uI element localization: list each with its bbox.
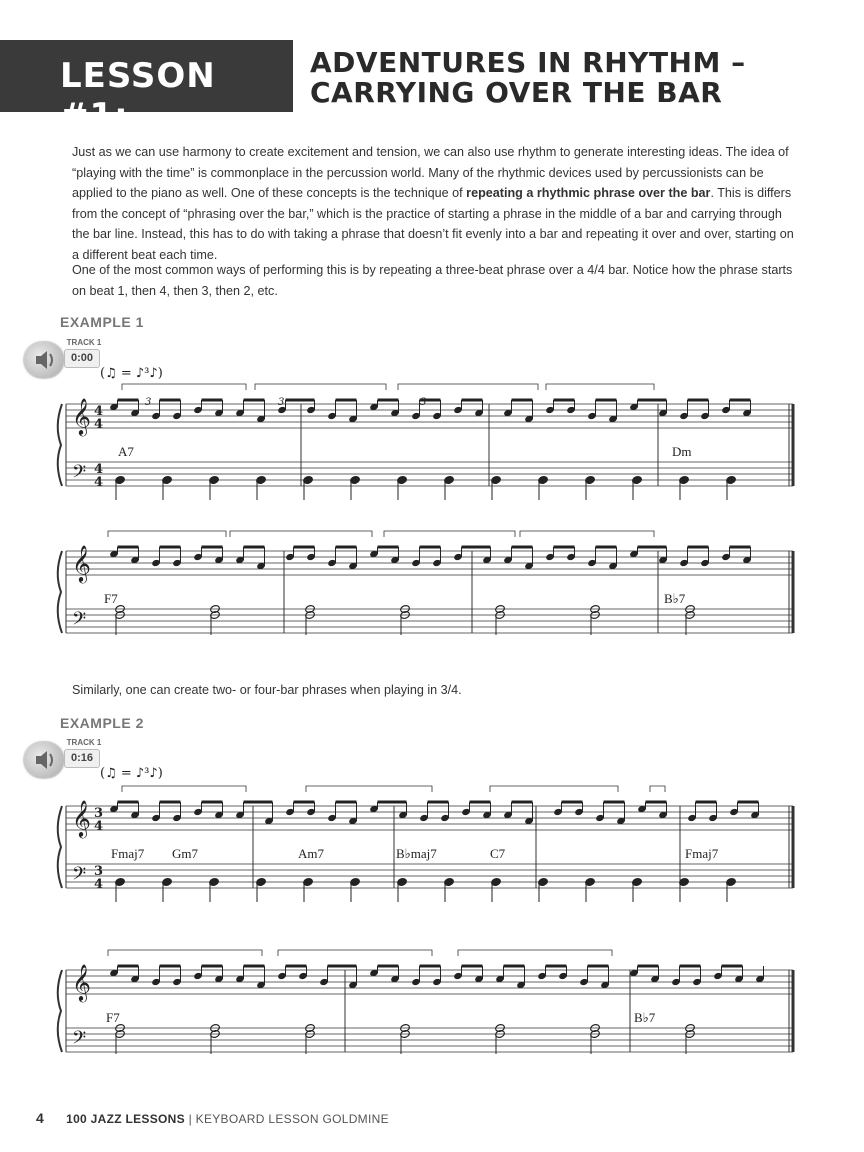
chord-symbol: Gm7 bbox=[172, 846, 198, 861]
phrase-bracket bbox=[490, 786, 618, 792]
example-1-label: EXAMPLE 1 bbox=[60, 314, 144, 330]
chord-symbol: Fmaj7 bbox=[111, 846, 145, 861]
phrase-bracket bbox=[458, 950, 612, 956]
chord-symbol: Fmaj7 bbox=[685, 846, 719, 861]
phrase-bracket bbox=[398, 384, 538, 390]
track-name: TRACK 1 bbox=[66, 338, 102, 347]
chord-symbol: F7 bbox=[106, 1010, 120, 1025]
three-four-paragraph: Similarly, one can create two- or four-bar phrases when playing in 3/4. bbox=[72, 683, 462, 697]
lesson-title-line1: ADVENTURES IN RHYTHM – bbox=[310, 46, 746, 79]
triplet-number: 3 bbox=[420, 397, 427, 408]
intro-text-a: Just as we can use harmony to create excitement and tension, we can also use rhythm to generate interesting ideas. The idea of “playing with the time” is commonplace in the percussion world. Many of the rhythmic devices used by percussionists can be applied to the piano as well. One of these concepts is the technique of bbox=[72, 145, 789, 200]
intro-text-b: . This is differs from the concept of “phrasing over the bar,” which is the practice of starting a phrase in the middle of a bar and carrying through the bar line. Instead, this has to do with taking a phrase that doesn’t fit evenly into a bar and repeating it over and over, starting on a different beat each time. bbox=[72, 186, 794, 262]
bass-clef: 𝄢 bbox=[72, 462, 87, 487]
bass-clef: 𝄢 bbox=[72, 1028, 87, 1053]
treble-clef: 𝄞 bbox=[72, 799, 91, 837]
chord-symbol: A7 bbox=[118, 444, 134, 459]
lesson-label: LESSON #1: bbox=[60, 56, 216, 136]
phrase-bracket bbox=[650, 786, 665, 792]
phrase-bracket bbox=[122, 786, 246, 792]
phrase-bracket bbox=[122, 384, 246, 390]
time-signature-bottom: 4 bbox=[94, 475, 104, 490]
brace bbox=[58, 806, 62, 888]
time-signature-bottom: 4 bbox=[94, 417, 104, 432]
chord-symbol: B♭maj7 bbox=[396, 846, 437, 861]
time-signature-top: 3 bbox=[94, 864, 104, 879]
series-name: KEYBOARD LESSON GOLDMINE bbox=[195, 1112, 389, 1126]
phrase-bracket bbox=[278, 950, 432, 956]
time-signature-top: 3 bbox=[94, 806, 104, 821]
time-signature-top: 4 bbox=[94, 404, 104, 419]
brace bbox=[58, 970, 62, 1052]
phrase-bracket bbox=[384, 531, 515, 537]
chord-symbol: F7 bbox=[104, 591, 118, 606]
treble-clef: 𝄞 bbox=[72, 544, 91, 582]
swing-marking: (♫ = ♪³♪) bbox=[100, 766, 163, 781]
example-2-label: EXAMPLE 2 bbox=[60, 715, 144, 731]
page-number: 4 bbox=[36, 1110, 45, 1126]
lesson-title-line2: CARRYING OVER THE BAR bbox=[310, 76, 723, 109]
track-time: 0:00 bbox=[64, 349, 100, 368]
intro-text-bold: repeating a rhythmic phrase over the bar bbox=[466, 186, 711, 200]
chord-symbol: B♭7 bbox=[634, 1010, 656, 1025]
phrase-bracket bbox=[306, 786, 432, 792]
time-signature-top: 4 bbox=[94, 462, 104, 477]
footer-separator: | bbox=[188, 1112, 192, 1126]
phrase-bracket bbox=[546, 384, 654, 390]
bass-clef: 𝄢 bbox=[72, 609, 87, 634]
chord-symbol: C7 bbox=[490, 846, 506, 861]
chord-symbol: Dm bbox=[672, 444, 692, 459]
phrase-bracket bbox=[520, 531, 654, 537]
three-beat-paragraph: One of the most common ways of performing this is by repeating a three-beat phrase over a 4/4 bar. Notice how the phrase starts on beat 1, then 4, then 3, then 2, etc. bbox=[72, 263, 793, 298]
brace bbox=[58, 551, 62, 633]
track-time: 0:16 bbox=[64, 749, 100, 768]
phrase-bracket bbox=[108, 950, 262, 956]
chord-symbol: B♭7 bbox=[664, 591, 686, 606]
treble-clef: 𝄞 bbox=[72, 397, 91, 435]
triplet-number: 3 bbox=[145, 397, 152, 408]
phrase-bracket bbox=[108, 531, 226, 537]
brace bbox=[58, 404, 62, 486]
phrase-bracket bbox=[230, 531, 372, 537]
track-name: TRACK 1 bbox=[66, 738, 102, 747]
time-signature-bottom: 4 bbox=[94, 819, 104, 834]
swing-marking: (♫ = ♪³♪) bbox=[100, 366, 163, 381]
treble-clef: 𝄞 bbox=[72, 963, 91, 1001]
bass-clef: 𝄢 bbox=[72, 864, 87, 889]
book-title: 100 JAZZ LESSONS bbox=[66, 1112, 185, 1126]
triplet-number: 3 bbox=[278, 397, 285, 408]
page-footer bbox=[36, 1110, 389, 1126]
time-signature-bottom: 4 bbox=[94, 877, 104, 892]
chord-symbol: Am7 bbox=[298, 846, 324, 861]
phrase-bracket bbox=[255, 384, 386, 390]
